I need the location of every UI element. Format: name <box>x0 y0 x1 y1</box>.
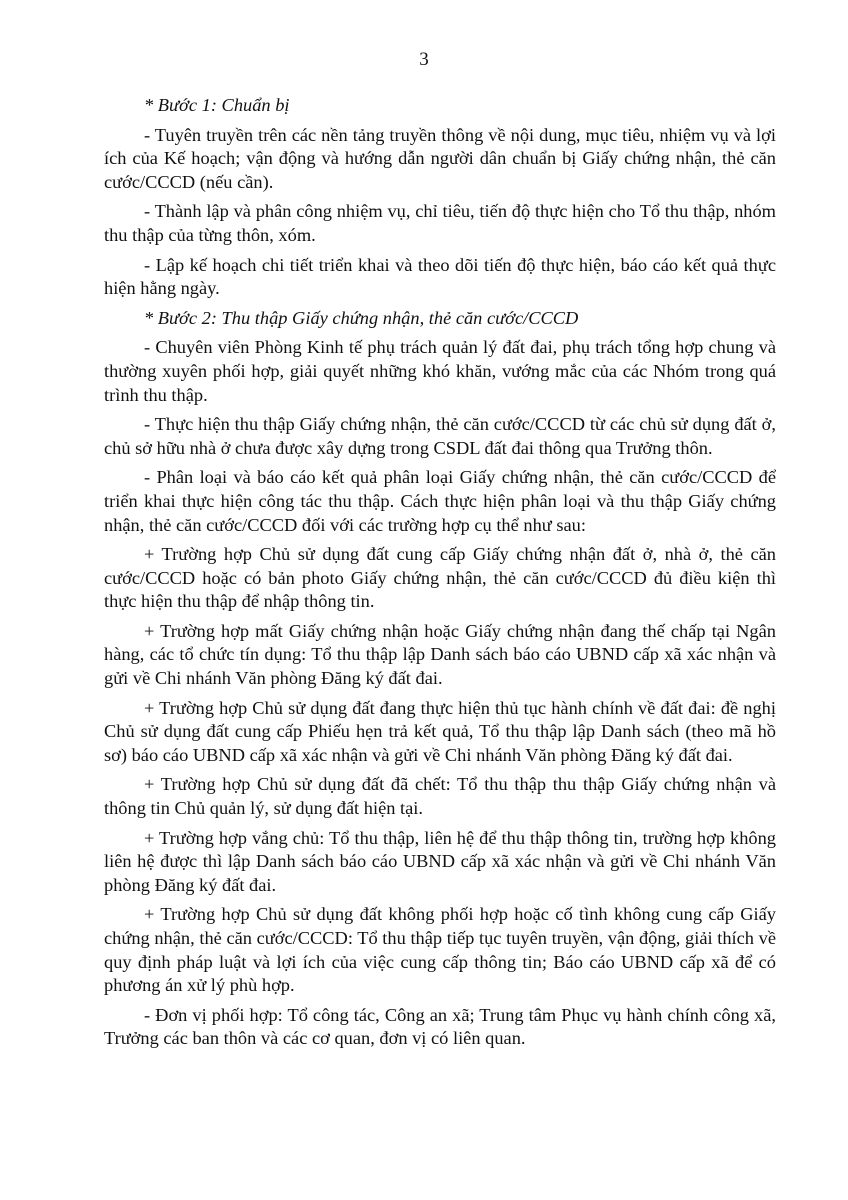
step-2-heading: * Bước 2: Thu thập Giấy chứng nhận, thẻ căn cước/CCCD <box>144 307 579 328</box>
paragraph-detailed-plan: - Lập kế hoạch chi tiết triển khai và theo dõi tiến độ thực hiện, báo cáo kết quả thực hiện hằng ngày. <box>104 254 776 299</box>
case-deceased-owner: + Trường hợp Chủ sử dụng đất đã chết: Tổ thu thập thu thập Giấy chứng nhận và thông tin Chủ quản lý, sử dụng đất hiện tại. <box>104 774 776 819</box>
case-lost-or-mortgaged: + Trường hợp mất Giấy chứng nhận hoặc Giấy chứng nhận đang thế chấp tại Ngân hàng, các tổ chức tín dụng: Tổ thu thập lập Danh sách báo cáo UBND cấp xã xác nhận và gửi về Chi nhánh Văn phòng Đăng ký đất đai. <box>104 620 776 689</box>
case-provided-certificate: + Trường hợp Chủ sử dụng đất cung cấp Giấy chứng nhận đất ở, nhà ở, thẻ căn cước/CCCD hoặc có bản photo Giấy chứng nhận, thẻ căn cước/CCCD đủ điều kiện thì thực hiện thu thập để nhập thông tin. <box>104 544 776 612</box>
step-1-heading: * Bước 1: Chuẩn bị <box>144 95 290 115</box>
paragraph-collect: - Thực hiện thu thập Giấy chứng nhận, thẻ căn cước/CCCD từ các chủ sử dụng đất ở, chủ sở hữu nhà ở chưa được xây dựng trong CSDL đất đai thông qua Trưởng thôn. <box>104 414 776 458</box>
page-number: 3 <box>419 49 429 70</box>
case-absent-owner: + Trường hợp vắng chủ: Tổ thu thập, liên hệ để thu thập thông tin, trường hợp không liên hệ được thì lập Danh sách báo cáo UBND cấp xã xác nhận và gửi về Chi nhánh Văn phòng Đăng ký đất đai. <box>104 827 776 895</box>
paragraph-classify: - Phân loại và báo cáo kết quả phân loại Giấy chứng nhận, thẻ căn cước/CCCD để triển khai thực hiện công tác thu thập. Cách thực hiện phân loại và thu thập Giấy chứng nhận, thẻ căn cước/CCCD đối với các trường hợp cụ thể như sau: <box>104 467 776 535</box>
paragraph-coordinating-units: - Đơn vị phối hợp: Tổ công tác, Công an xã; Trung tâm Phục vụ hành chính công xã, Trưởng các ban thôn và các cơ quan, đơn vị có liên quan. <box>104 1004 776 1049</box>
document-body <box>104 94 776 1057</box>
paragraph-specialist: - Chuyên viên Phòng Kinh tế phụ trách quản lý đất đai, phụ trách tổng hợp chung và thường xuyên phối hợp, giải quyết những khó khăn, vướng mắc của các Nhóm trong quá trình thu thập. <box>104 337 776 405</box>
case-administrative-procedure: + Trường hợp Chủ sử dụng đất đang thực hiện thủ tục hành chính về đất đai: đề nghị Chủ sử dụng đất cung cấp Phiếu hẹn trả kết quả, Tổ thu thập lập Danh sách (theo mã hồ sơ) báo cáo UBND cấp xã xác nhận và gửi về Chi nhánh Văn phòng Đăng ký đất đai. <box>104 697 776 765</box>
paragraph-propaganda: - Tuyên truyền trên các nền tảng truyền thông về nội dung, mục tiêu, nhiệm vụ và lợi ích của Kế hoạch; vận động và hướng dẫn người dân chuẩn bị Giấy chứng nhận, thẻ căn cước/CCCD (nếu cần). <box>104 124 776 192</box>
paragraph-establish-team: - Thành lập và phân công nhiệm vụ, chỉ tiêu, tiến độ thực hiện cho Tổ thu thập, nhóm thu thập của từng thôn, xóm. <box>104 201 776 245</box>
case-non-cooperative: + Trường hợp Chủ sử dụng đất không phối hợp hoặc cố tình không cung cấp Giấy chứng nhận, thẻ căn cước/CCCD: Tổ thu thập tiếp tục tuyên truyền, vận động, giải thích về quy định pháp luật và lợi ích của việc cung cấp thông tin; Báo cáo UBND cấp xã để có phương án xử lý phù hợp. <box>104 904 776 996</box>
